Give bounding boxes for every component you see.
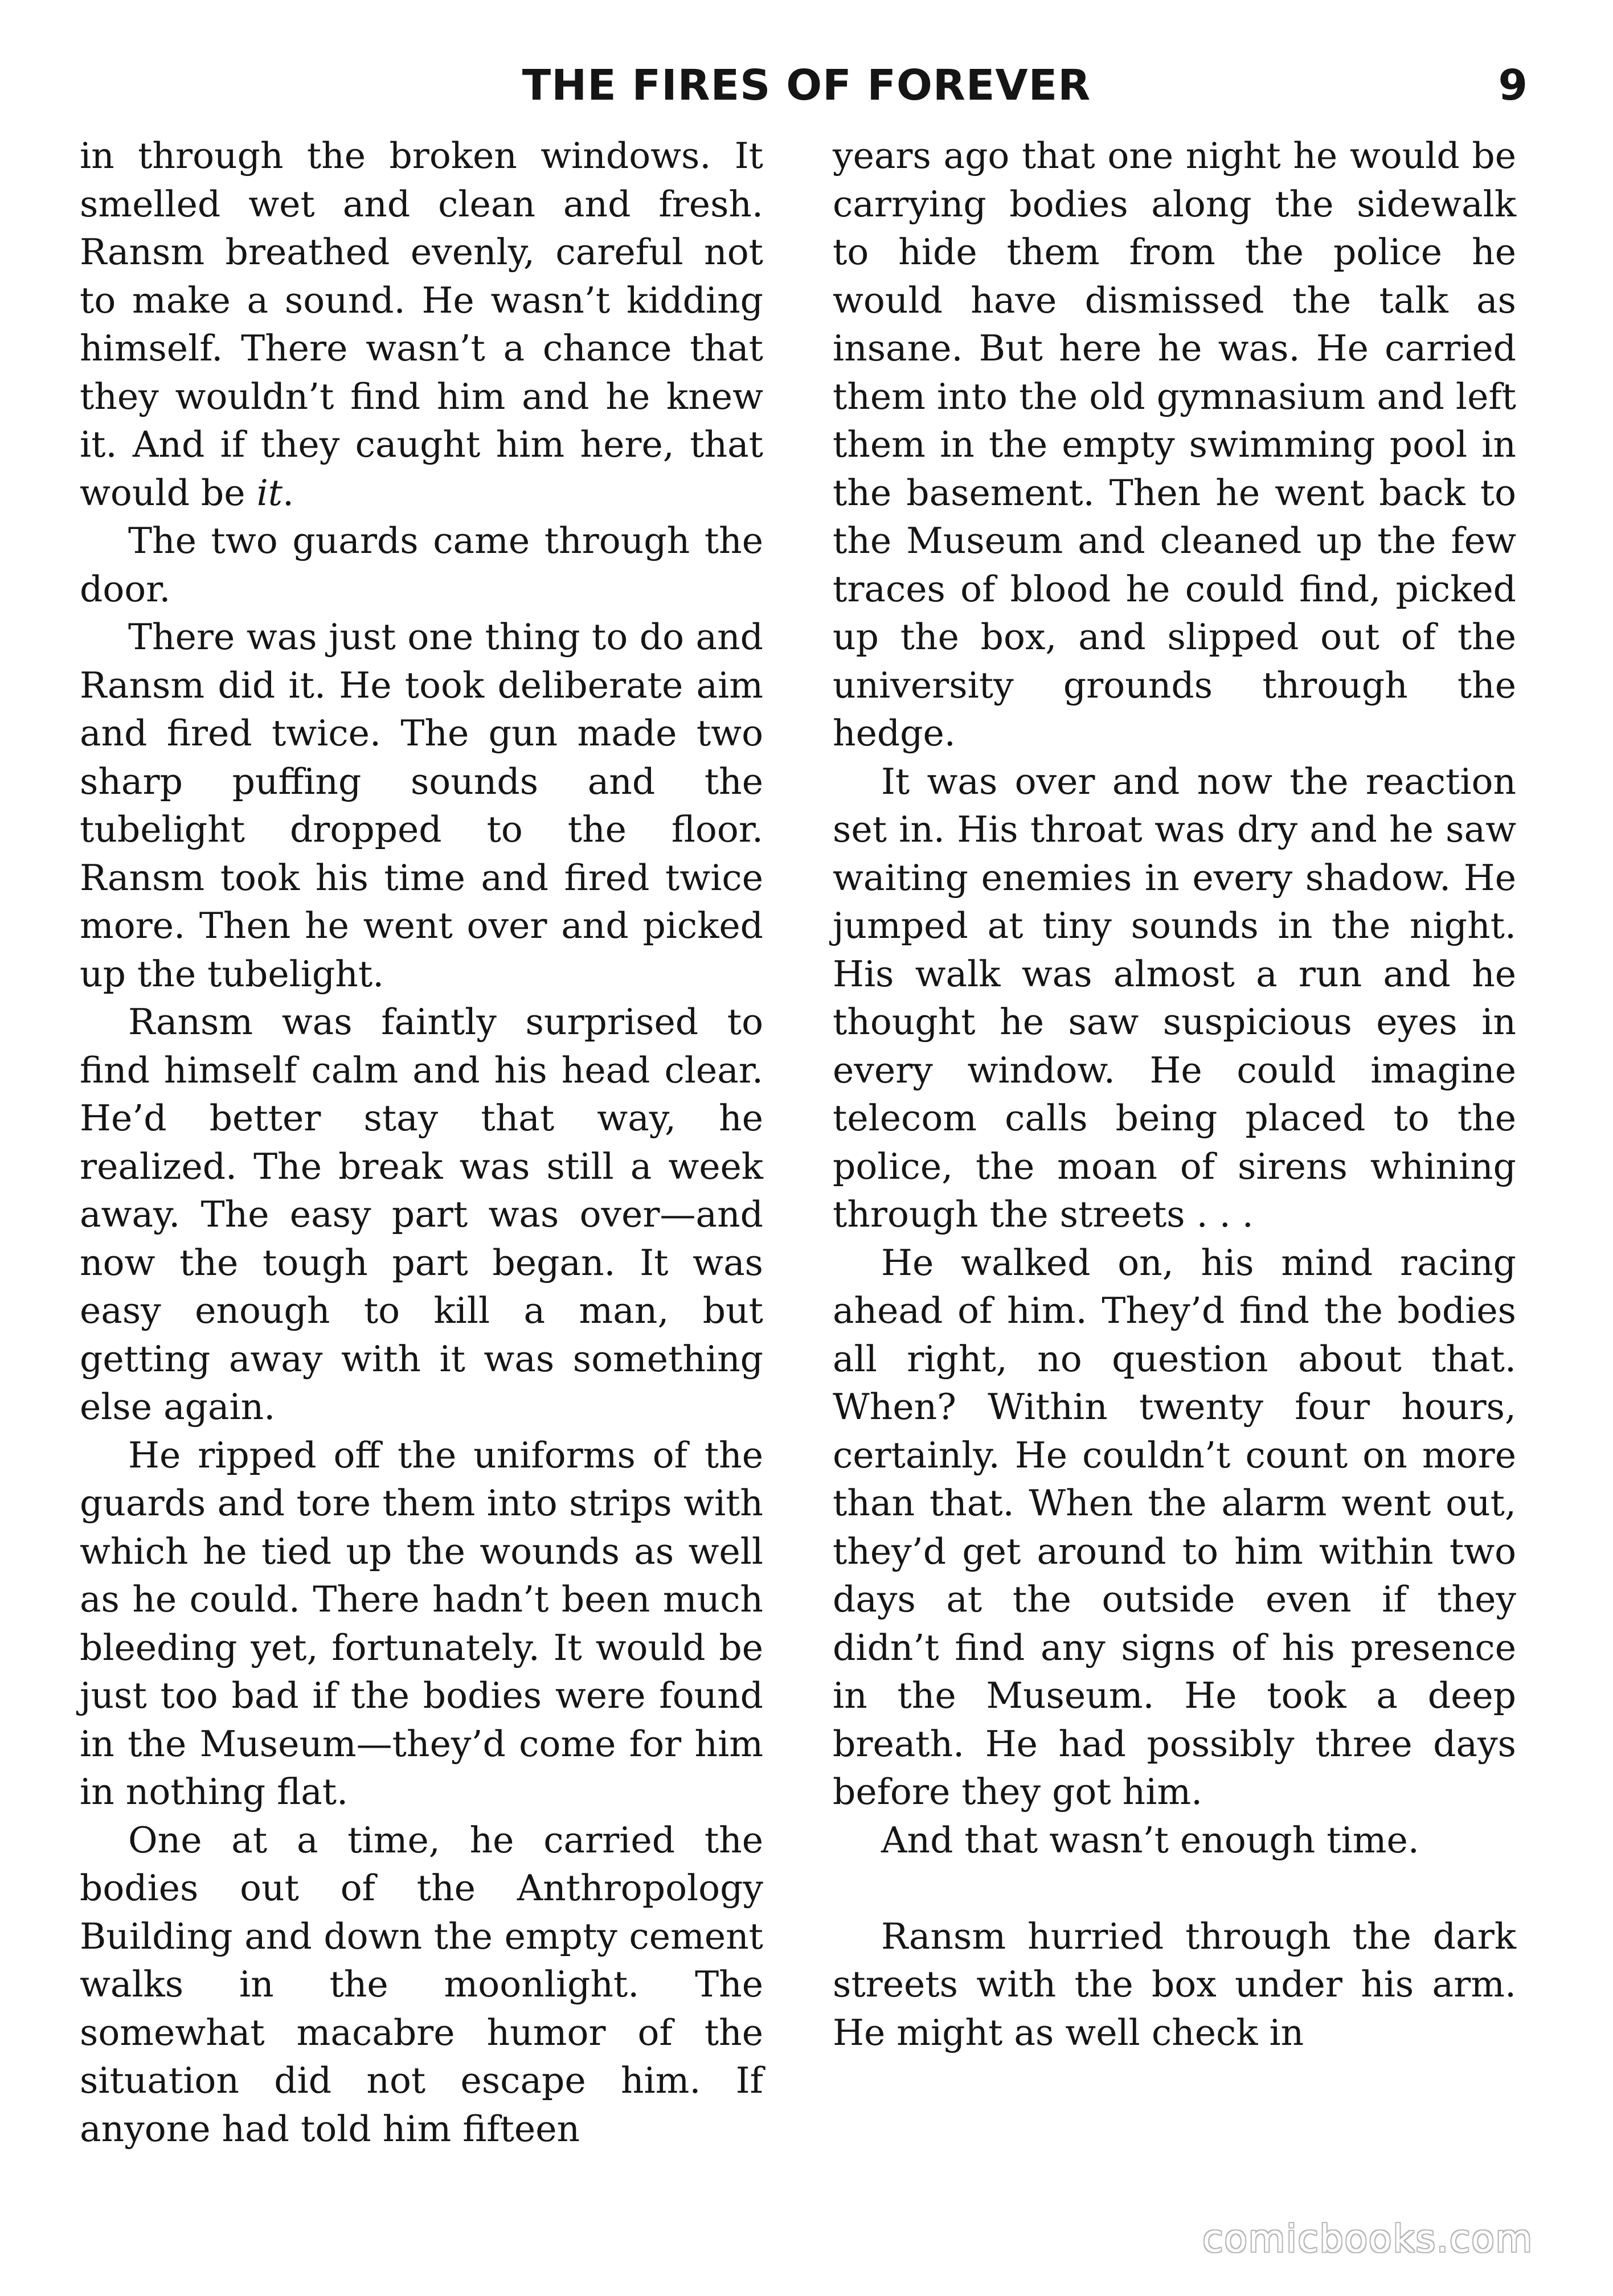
- emphasis-text: it: [256, 472, 283, 514]
- paragraph-text: in through the broken windows. It smelled wet and clean and fresh. Ransm breathed evenly, careful not to make a sound. He wasn’t kidding himself. There wasn’t a chance that they wouldn’t find him and he knew it. And if they caught him here, that would be: [80, 135, 763, 514]
- paragraph: And that wasn’t enough time.: [881, 1819, 1419, 1861]
- paragraph: There was just one thing to do and Ransm did it. He took deliberate aim and fired twice. The gun made two sharp puffing sounds and the tubelight dropped to the floor. Ransm took his time and fired twice more. Then he went over and picked up the tubelight.: [80, 616, 763, 995]
- paragraph: [80, 132, 763, 517]
- paragraph: It was over and now the reaction set in. His throat was dry and he saw waiting enemies in every shadow. He jumped at tiny sounds in the night. His walk was almost a run and he thought he saw suspicious eyes in every window. He could imagine telecom calls being placed to the police, the moan of sirens whining through the streets . . .: [833, 760, 1516, 1235]
- paragraph: Ransm was faintly surprised to find himself calm and his head clear. He’d better stay that way, he realized. The break was still a week away. The easy part was over—and now the tough part began. It was easy enough to kill a man, but getting away with it was something else again.: [80, 1001, 763, 1428]
- paragraph: Ransm hurried through the dark streets with the box under his arm. He might as well check in: [833, 1915, 1516, 2053]
- running-title: THE FIRES OF FOREVER: [522, 61, 1091, 110]
- paragraph: The two guards came through the door.: [80, 520, 763, 610]
- right-text-column: [833, 132, 1516, 2057]
- watermark: comicbooks.com: [1202, 2217, 1533, 2261]
- paragraph: He walked on, his mind racing ahead of him. They’d find the bodies all right, no question about that. When? Within twenty four hours, certainly. He couldn’t count on more than that. When the alarm went out, they’d get around to him within two days at the outside even if they didn’t find any signs of his presence in the Museum. He took a deep breath. He had possibly three days before they got him.: [833, 1241, 1516, 1813]
- page-header: [0, 54, 1613, 117]
- paragraph: years ago that one night he would be carrying bodies along the sidewalk to hide them from the police he would have dismissed the talk as insane. But here he was. He carried them into the old gymnasium and left them in the empty swimming pool in the basement. Then he went back to the Museum and cleaned up the few traces of blood he could find, picked up the box, and slipped out of the university grounds through the hedge.: [833, 135, 1516, 754]
- paragraph: He ripped off the uniforms of the guards and tore them into strips with which he tied up the wounds as well as he could. There hadn’t been much bleeding yet, fortunately. It would be just too bad if the bodies were found in the Museum—they’d come for him in nothing flat.: [80, 1434, 763, 1813]
- paragraph: One at a time, he carried the bodies out of the Anthropology Building and down the empty cement walks in the moonlight. The somewhat macabre humor of the situation did not escape him. If anyone had told him fifteen: [80, 1819, 763, 2150]
- left-text-column: [80, 132, 763, 2153]
- page-number: 9: [1498, 61, 1528, 110]
- paragraph-text-end: .: [283, 472, 294, 514]
